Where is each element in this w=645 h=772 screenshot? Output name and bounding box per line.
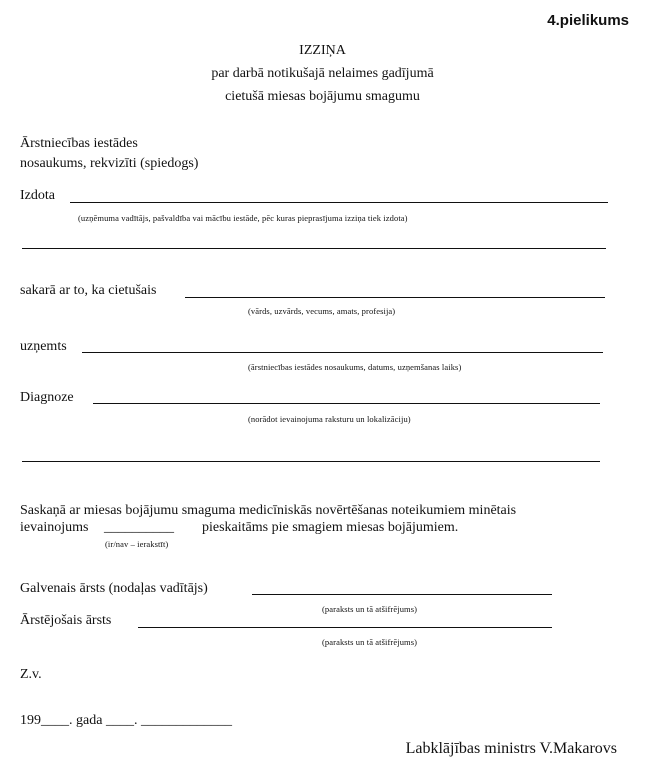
diagnosis-label: Diagnoze (20, 390, 74, 405)
date-year-suffix: . gada (69, 713, 103, 728)
chief-doctor-label: Galvenais ārsts (nodaļas vadītājs) (20, 581, 208, 596)
date-year-prefix: 199 (20, 713, 41, 728)
date-month-blank[interactable]: _____________ (140, 713, 232, 728)
institution-label-line1: Ārstniecības iestādes (20, 136, 138, 151)
issued-field-continued[interactable] (22, 248, 606, 249)
chief-doctor-signature-field[interactable] (252, 594, 552, 595)
conclusion-text-line1: Saskaņā ar miesas bojājumu smaguma medicīniskās novērtēšanas noteikumiem minētais (20, 503, 517, 518)
appendix-label: 4.pielikums (547, 12, 629, 29)
date-year-blank[interactable]: ____ (41, 713, 69, 728)
attending-doctor-label: Ārstējošais ārsts (20, 613, 112, 628)
stamp-place-label: Z.v. (20, 667, 42, 682)
conclusion-text-line2a: ievainojums (20, 520, 89, 535)
attending-doctor-hint: (paraksts un tā atšifrējums) (322, 637, 418, 647)
admitted-label: uzņemts (20, 339, 67, 354)
date-day-blank[interactable]: ____ (105, 713, 134, 728)
conclusion-text-line2b: pieskaitāms pie smagiem miesas bojājumiem. (202, 520, 459, 535)
victim-field[interactable] (185, 297, 605, 298)
victim-label: sakarā ar to, ka cietušais (20, 283, 157, 298)
admitted-field[interactable] (82, 352, 603, 353)
institution-label-line2: nosaukums, rekvizīti (spiedogs) (20, 156, 199, 171)
conclusion-blank-field[interactable]: __________ (104, 520, 174, 535)
conclusion-hint: (ir/nav – ierakstīt) (105, 539, 169, 549)
minister-signature: Labklājības ministrs V.Makarovs (405, 740, 617, 757)
issued-field[interactable] (70, 202, 608, 203)
chief-doctor-hint: (paraksts un tā atšifrējums) (322, 604, 418, 614)
diagnosis-hint: (norādot ievainojuma raksturu un lokalizāciju) (248, 414, 411, 424)
diagnosis-field[interactable] (93, 403, 600, 404)
document-subtitle-line1: par darbā notikušajā nelaimes gadījumā (211, 66, 434, 81)
victim-hint: (vārds, uzvārds, vecums, amats, profesija) (248, 306, 396, 316)
diagnosis-field-continued[interactable] (22, 461, 600, 462)
date-line: 199____. gada ____. _____________ (20, 713, 232, 728)
issued-label: Izdota (20, 188, 55, 203)
issued-hint: (uzņēmuma vadītājs, pašvaldība vai mācību iestāde, pēc kuras pieprasījuma izziņa tiek izdota) (78, 213, 408, 223)
document-title: IZZIŅA (299, 43, 346, 58)
admitted-hint: (ārstniecības iestādes nosaukums, datums, uzņemšanas laiks) (248, 362, 462, 372)
attending-doctor-signature-field[interactable] (138, 627, 552, 628)
document-subtitle-line2: cietušā miesas bojājumu smagumu (225, 89, 420, 104)
